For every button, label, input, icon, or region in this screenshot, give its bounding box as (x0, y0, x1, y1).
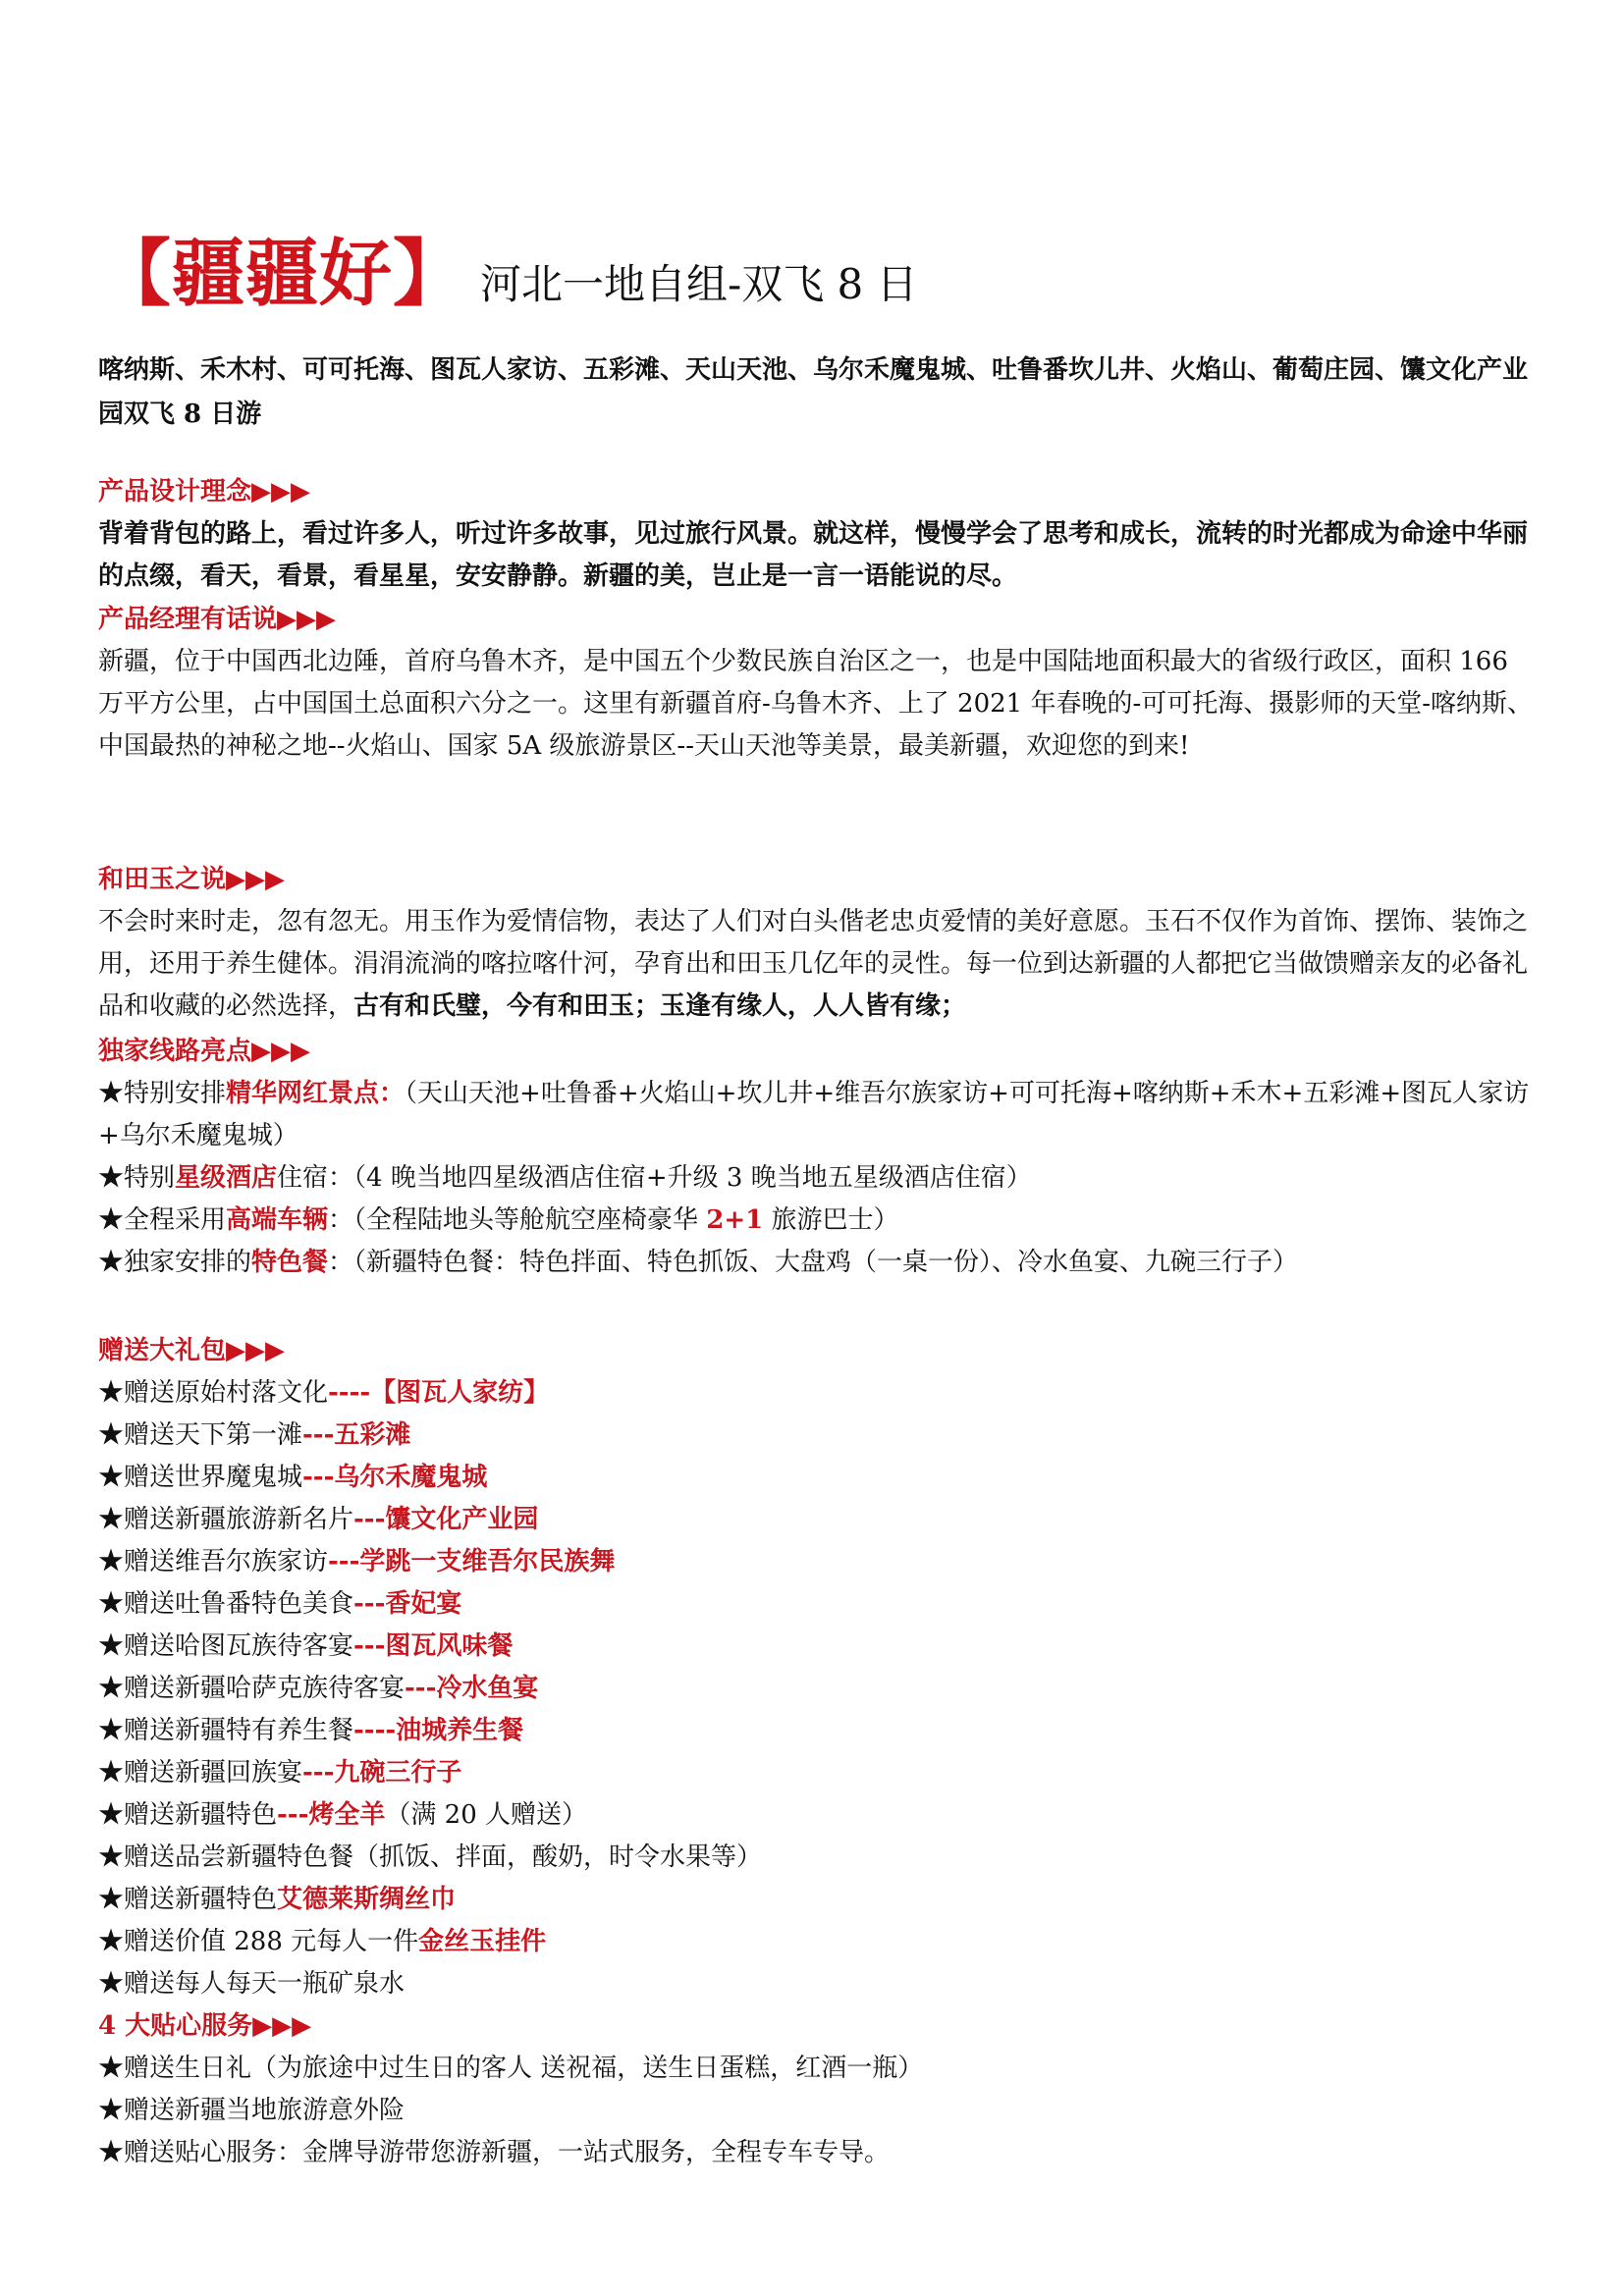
jade-section (98, 859, 1542, 1028)
manager-text: 新疆，位于中国西北边陲，首府乌鲁木齐，是中国五个少数民族自治区之一，也是中国陆地面积最大的省级行政区，面积 166 万平方公里，占中国国土总面积六分之一。这里有新疆首府-乌鲁木齐、上了 2021 年春晚的-可可托海、摄影师的天堂-喀纳斯、中国最热的神秘之地--火焰山、国家 5A 级旅游景区--天山天池等美景，最美新疆，欢迎您的到来! (98, 647, 1534, 761)
gift-emphasis: ---九碗三行子 (302, 1758, 462, 1788)
highlight-item (98, 1073, 1542, 1157)
gift-emphasis: ---学跳一支维吾尔民族舞 (328, 1547, 616, 1576)
gift-item (98, 1752, 1542, 1794)
tour-subtitle: 河北一地自组-双飞 8 日 (480, 260, 918, 308)
gifts-list (98, 1372, 1542, 2005)
route-summary: 喀纳斯、禾木村、可可托海、图瓦人家访、五彩滩、天山天池、乌尔禾魔鬼城、吐鲁番坎儿井、火焰山、葡萄庄园、馕文化产业园双飞 8 日游 (98, 355, 1529, 429)
highlight-prefix: ★特别 (98, 1163, 176, 1193)
highlight-detail: 住宿：（4 晚当地四星级酒店住宿+升级 3 晚当地五星级酒店住宿） (277, 1163, 1032, 1193)
manager-section (98, 599, 1542, 768)
gift-prefix: ★赠送原始村落文化 (98, 1378, 329, 1408)
highlight-detail-2: 旅游巴士） (763, 1205, 899, 1235)
highlight-emphasis: 精华网红景点： (226, 1079, 406, 1108)
gift-emphasis: ----油城养生餐 (353, 1716, 524, 1745)
gift-prefix: ★赠送品尝新疆特色餐（抓饭、拌面，酸奶，时令水果等） (98, 1842, 763, 1872)
gift-prefix: ★赠送哈图瓦族待客宴 (98, 1631, 354, 1661)
jade-text (98, 901, 1542, 1028)
gift-emphasis: ---冷水鱼宴 (405, 1674, 539, 1703)
gift-emphasis: ---馕文化产业园 (353, 1505, 539, 1534)
highlight-emphasis: 星级酒店 (175, 1163, 278, 1193)
gift-item (98, 1879, 1542, 1921)
gift-prefix: ★赠送维吾尔族家访 (98, 1547, 329, 1576)
gift-item (98, 1668, 1542, 1710)
highlights-heading: 独家线路亮点▶▶▶ (98, 1037, 310, 1066)
gift-item (98, 1541, 1542, 1583)
highlight-emphasis: 高端车辆 (226, 1205, 329, 1235)
design-section (98, 471, 1542, 598)
gift-item (98, 1583, 1542, 1626)
gift-prefix: ★赠送新疆特有养生餐 (98, 1716, 354, 1745)
gift-emphasis: ---乌尔禾魔鬼城 (302, 1463, 488, 1492)
highlight-emphasis-2: 2+1 (706, 1205, 764, 1235)
jade-body: 不会时来时走，忽有忽无。用玉作为爱情信物，表达了人们对白头偕老忠贞爱情的美好意愿。玉石不仅作为首饰、摆饰、装饰之用，还用于养生健体。涓涓流淌的喀拉喀什河，孕育出和田玉几亿年的灵性。每一位到达新疆的人都把它当做馈赠亲友的必备礼品和收藏的必然选择， (98, 907, 1529, 1021)
gift-item (98, 1837, 1542, 1879)
gift-prefix: ★赠送吐鲁番特色美食 (98, 1589, 354, 1619)
gift-emphasis: ---香妃宴 (353, 1589, 462, 1619)
manager-heading: 产品经理有话说▶▶▶ (98, 605, 336, 634)
highlight-prefix: ★特别安排 (98, 1079, 227, 1108)
gift-emphasis: ----【图瓦人家纺】 (328, 1378, 550, 1408)
gift-detail: （满 20 人赠送） (385, 1800, 588, 1830)
service-item: ★赠送生日礼（为旅途中过生日的客人 送祝福，送生日蛋糕，红酒一瓶） (98, 2054, 924, 2083)
design-text: 背着背包的路上，看过许多人，听过许多故事，见过旅行风景。就这样，慢慢学会了思考和成长，流转的时光都成为命途中华丽的点缀，看天，看景，看星星，安安静静。新疆的美，岂止是一言一语能说的尽。 (98, 519, 1529, 591)
gift-prefix: ★赠送每人每天一瓶矿泉水 (98, 1969, 406, 1999)
gift-prefix: ★赠送新疆旅游新名片 (98, 1505, 354, 1534)
gift-emphasis: 金丝玉挂件 (418, 1927, 547, 1956)
service-item: ★赠送贴心服务：金牌导游带您游新疆，一站式服务，全程专车专导。 (98, 2138, 891, 2167)
gift-prefix: ★赠送新疆哈萨克族待客宴 (98, 1674, 406, 1703)
highlight-prefix: ★全程采用 (98, 1205, 227, 1235)
gift-prefix: ★赠送新疆回族宴 (98, 1758, 303, 1788)
highlight-item (98, 1200, 1542, 1242)
service-item: ★赠送新疆当地旅游意外险 (98, 2096, 406, 2125)
gift-item (98, 1921, 1542, 1963)
gift-item (98, 1415, 1542, 1457)
gifts-section (98, 1330, 1542, 2174)
gift-item (98, 1499, 1542, 1541)
gift-emphasis: ---烤全羊 (277, 1800, 386, 1830)
design-heading: 产品设计理念▶▶▶ (98, 477, 310, 507)
gift-prefix: ★赠送新疆特色 (98, 1885, 278, 1914)
highlight-detail: ：（全程陆地头等舱航空座椅豪华 (328, 1205, 707, 1235)
gift-item (98, 1710, 1542, 1752)
gift-item (98, 1457, 1542, 1499)
highlight-item (98, 1242, 1542, 1284)
gift-item (98, 1963, 1542, 2005)
gift-prefix: ★赠送新疆特色 (98, 1800, 278, 1830)
brand-title: 【疆疆好】 (98, 232, 466, 316)
gifts-heading: 赠送大礼包▶▶▶ (98, 1336, 285, 1365)
gift-emphasis: ---五彩滩 (302, 1420, 411, 1450)
jade-slogan: 古有和氏璧，今有和田玉；玉逢有缘人，人人皆有缘； (353, 991, 967, 1021)
highlight-prefix: ★独家安排的 (98, 1248, 252, 1277)
services-heading: 4 大贴心服务▶▶▶ (98, 2011, 312, 2041)
gift-emphasis: 艾德莱斯绸丝巾 (277, 1885, 457, 1914)
gift-prefix: ★赠送世界魔鬼城 (98, 1463, 303, 1492)
gift-item (98, 1372, 1542, 1415)
highlights-section (98, 1031, 1542, 1284)
highlight-detail: （天山天池+吐鲁番+火焰山+坎儿井+维吾尔族家访+可可托海+喀纳斯+禾木+五彩滩+图瓦人家访+乌尔禾魔鬼城） (98, 1079, 1530, 1150)
gift-prefix: ★赠送天下第一滩 (98, 1420, 303, 1450)
highlight-item (98, 1157, 1542, 1200)
jade-heading: 和田玉之说▶▶▶ (98, 865, 285, 894)
gift-emphasis: ---图瓦风味餐 (353, 1631, 514, 1661)
gift-item (98, 1794, 1542, 1837)
title-row (98, 216, 918, 320)
gift-item (98, 1626, 1542, 1668)
highlight-detail: ：（新疆特色餐：特色拌面、特色抓饭、大盘鸡（一桌一份）、冷水鱼宴、九碗三行子） (328, 1248, 1299, 1277)
gift-prefix: ★赠送价值 288 元每人一件 (98, 1927, 419, 1956)
highlight-emphasis: 特色餐 (251, 1248, 329, 1277)
